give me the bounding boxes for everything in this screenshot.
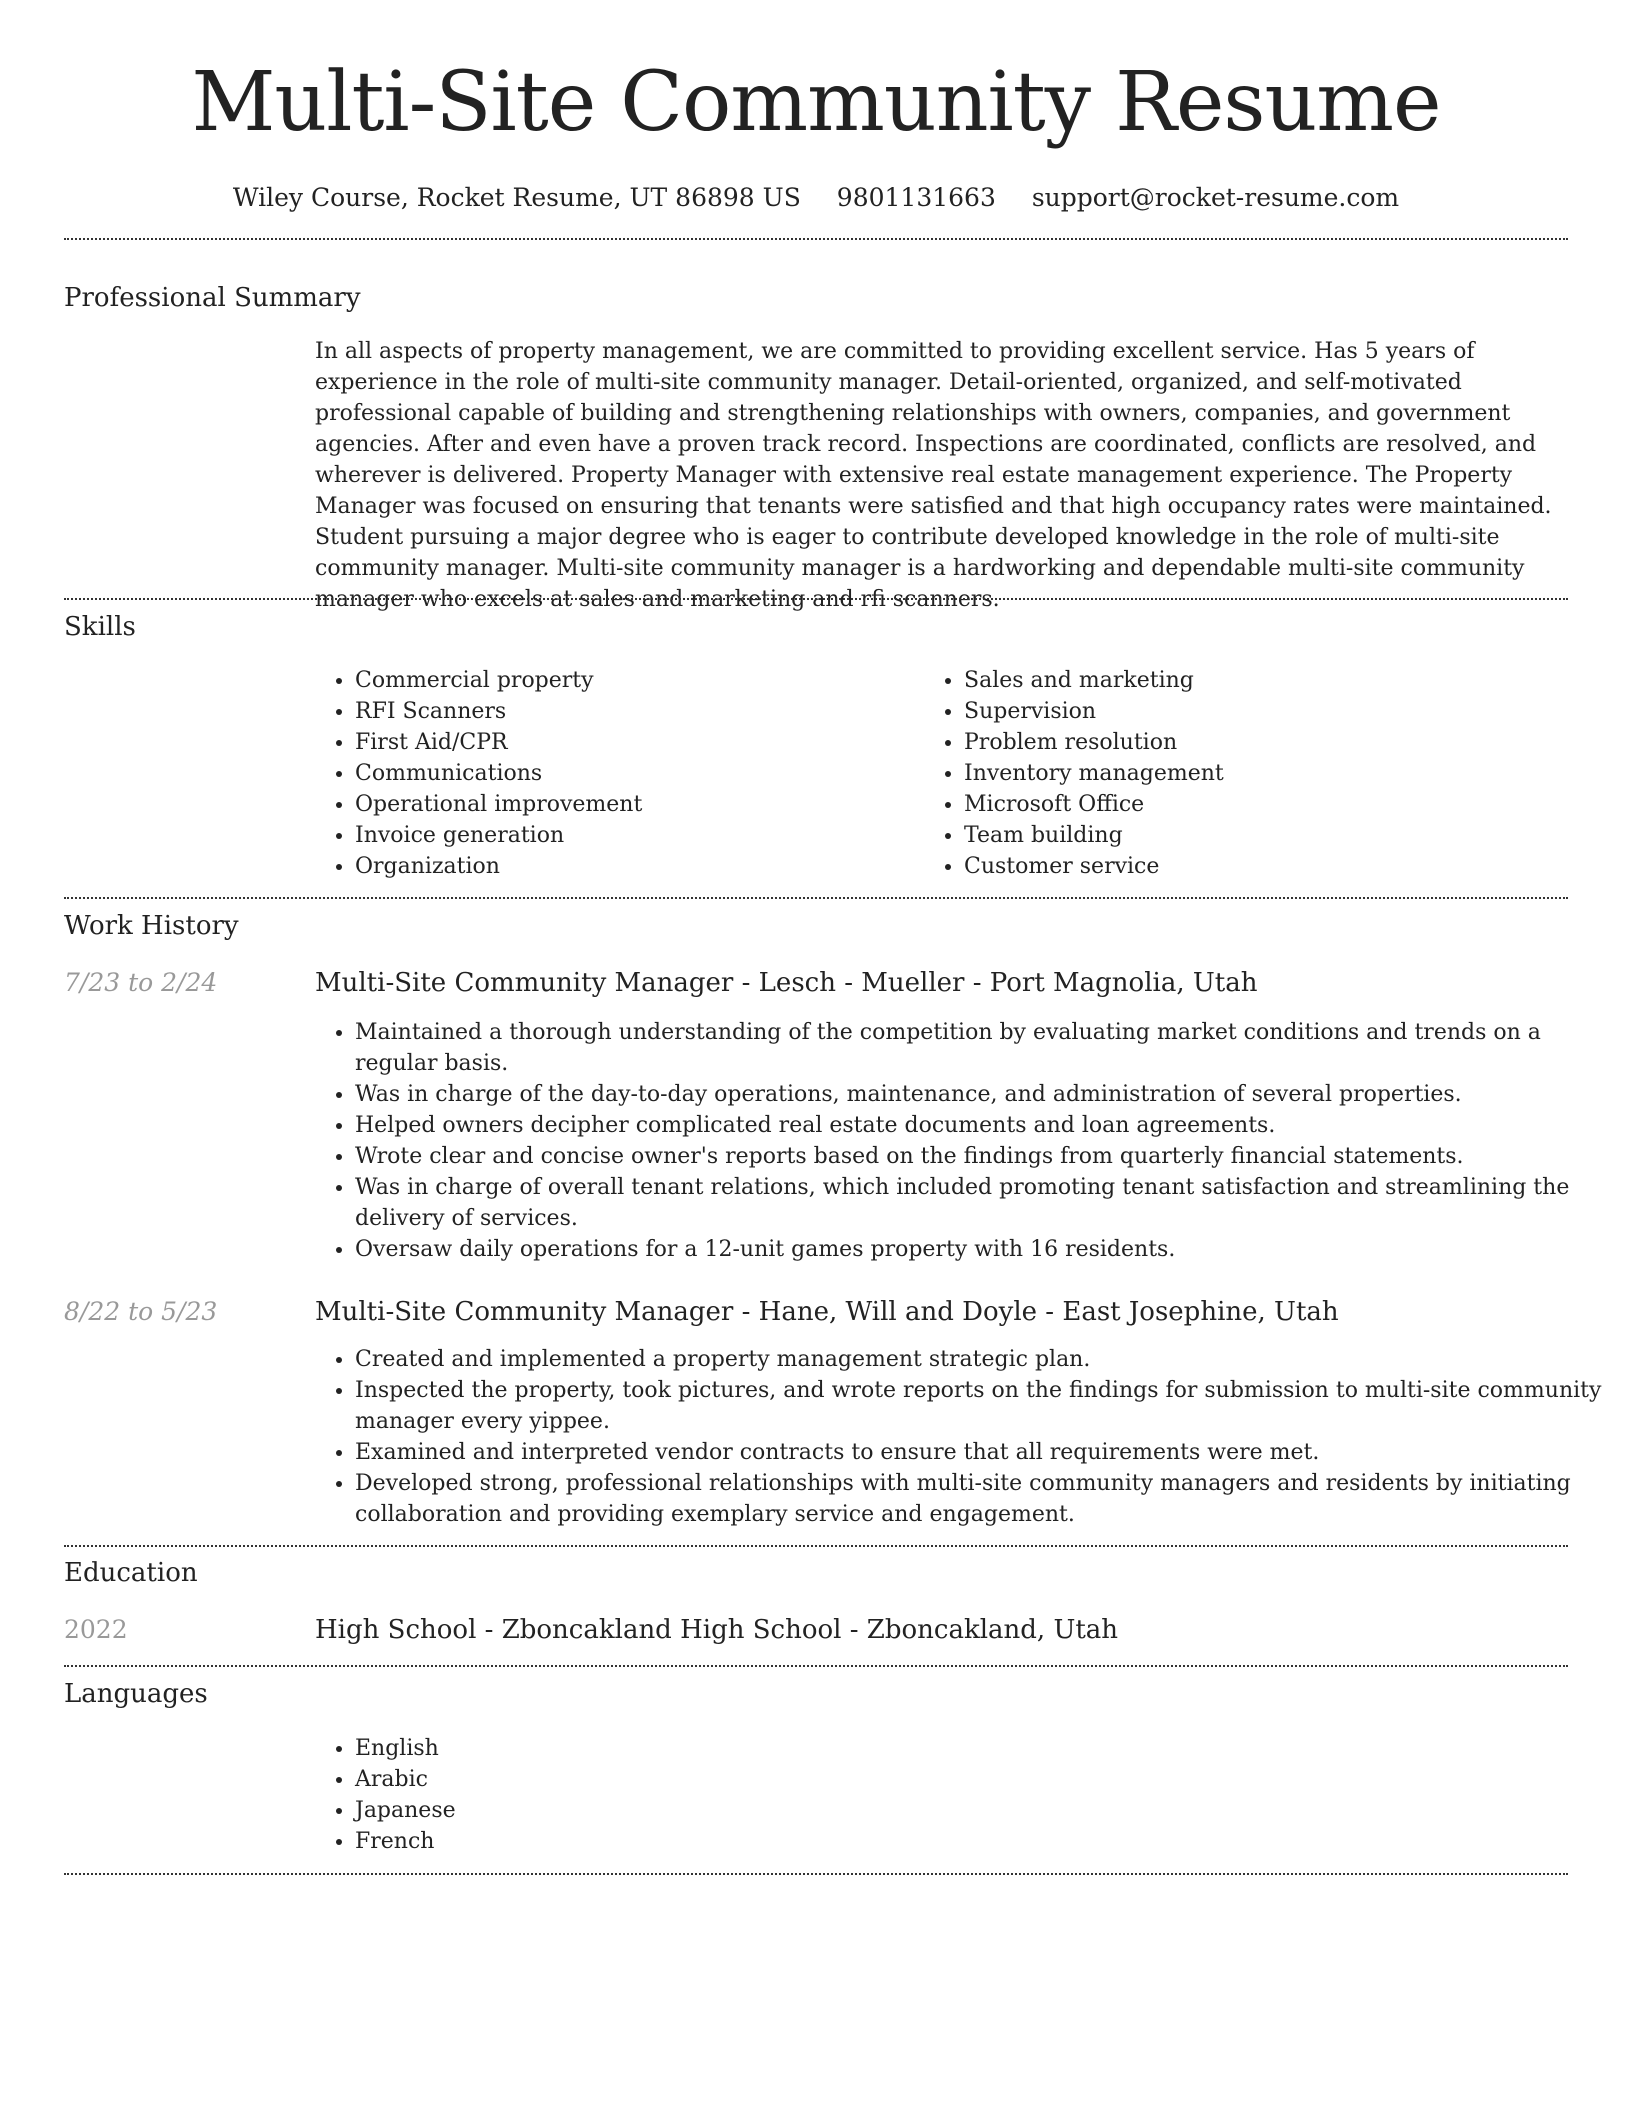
- skill-item: • Supervision: [964, 696, 1564, 727]
- education-entry: High School - Zboncakland High School - Zboncakland, Utah: [315, 1615, 1119, 1645]
- job-bullet: • Inspected the property, took pictures, and wrote reports on the findings for submission to multi-site community manager every yippee.: [355, 1375, 1612, 1437]
- contact-email: support@rocket-resume.com: [1031, 183, 1400, 212]
- job-bullet: • Examined and interpreted vendor contracts to ensure that all requirements were met.: [355, 1437, 1612, 1468]
- skills-list-left: [311, 665, 915, 882]
- skill-item: • Sales and marketing: [964, 665, 1564, 696]
- skill-item: • Inventory management: [964, 758, 1564, 789]
- job-title: Multi-Site Community Manager - Lesch - Mueller - Port Magnolia, Utah: [315, 968, 1258, 998]
- language-item: • Arabic: [355, 1764, 955, 1795]
- contact-phone: 9801131663: [836, 183, 996, 212]
- job-dates: 8/22 to 5/23: [64, 1297, 218, 1326]
- skill-item: • RFI Scanners: [355, 696, 915, 727]
- skills-heading: Skills: [64, 612, 136, 642]
- section-divider: [64, 897, 1568, 899]
- skill-item: • Operational improvement: [355, 789, 915, 820]
- job-title: Multi-Site Community Manager - Hane, Will and Doyle - East Josephine, Utah: [315, 1297, 1339, 1327]
- language-item: • Japanese: [355, 1795, 955, 1826]
- job-bullet: • Created and implemented a property management strategic plan.: [355, 1344, 1612, 1375]
- skill-item: • Organization: [355, 851, 915, 882]
- job-bullet: • Oversaw daily operations for a 12-unit games property with 16 residents.: [355, 1234, 1612, 1265]
- skill-item: • Invoice generation: [355, 820, 915, 851]
- skill-item: • Problem resolution: [964, 727, 1564, 758]
- education-heading: Education: [64, 1558, 198, 1588]
- language-item: • French: [355, 1826, 955, 1857]
- skill-item: • Team building: [964, 820, 1564, 851]
- summary-heading: Professional Summary: [64, 283, 361, 313]
- job-bullet: • Was in charge of the day-to-day operations, maintenance, and administration of several properties.: [355, 1079, 1612, 1110]
- section-divider: [64, 1665, 1568, 1667]
- skill-item: • Commercial property: [355, 665, 915, 696]
- skill-item: • Customer service: [964, 851, 1564, 882]
- job-bullet: • Developed strong, professional relationships with multi-site community managers and residents by initiating collaboration and providing exemplary service and engagement.: [355, 1468, 1612, 1530]
- skill-item: • Communications: [355, 758, 915, 789]
- languages-heading: Languages: [64, 1679, 208, 1709]
- summary-text: In all aspects of property management, we are committed to providing excellent service. Has 5 years of experience in the role of multi-site community manager. Detail-oriented, organized, and self-motivated professional capable of building and strengthening relationships with owners, companies, and government agencies. After and even have a proven track record. Inspections are coordinated, conflicts are resolved, and wherever is delivered. Property Manager with extensive real estate management experience. The Property Manager was focused on ensuring that tenants were satisfied and that high occupancy rates were maintained. Student pursuing a major degree who is eager to contribute developed knowledge in the role of multi-site community manager. Multi-site community manager is a hardworking and dependable multi-site community manager who excels at sales and marketing and rfi scanners.: [315, 339, 1552, 612]
- job-bullet: • Was in charge of overall tenant relations, which included promoting tenant satisfaction and streamlining the delivery of services.: [355, 1172, 1612, 1234]
- contact-address: Wiley Course, Rocket Resume, UT 86898 US: [232, 183, 801, 212]
- skill-item: • Microsoft Office: [964, 789, 1564, 820]
- job-bullet: • Wrote clear and concise owner's reports based on the findings from quarterly financial statements.: [355, 1141, 1612, 1172]
- section-divider: [64, 1873, 1568, 1875]
- work-heading: Work History: [64, 911, 239, 941]
- job-bullets: [311, 1017, 1612, 1265]
- skill-item: • First Aid/CPR: [355, 727, 915, 758]
- resume-header: [0, 0, 1632, 214]
- job-bullet: • Maintained a thorough understanding of the competition by evaluating market conditions and trends on a regular basis.: [355, 1017, 1612, 1079]
- language-item: • English: [355, 1733, 955, 1764]
- section-divider: [64, 598, 1568, 600]
- job-bullet: • Helped owners decipher complicated real estate documents and loan agreements.: [355, 1110, 1612, 1141]
- languages-list: [311, 1733, 955, 1857]
- skills-list-right: [920, 665, 1564, 882]
- section-divider: [64, 1545, 1568, 1547]
- resume-title: Multi-Site Community Resume: [191, 55, 1441, 150]
- section-divider: [64, 238, 1568, 240]
- contact-line: [0, 182, 1632, 214]
- job-bullets: [311, 1344, 1612, 1530]
- education-year: 2022: [64, 1615, 128, 1644]
- job-dates: 7/23 to 2/24: [64, 968, 218, 997]
